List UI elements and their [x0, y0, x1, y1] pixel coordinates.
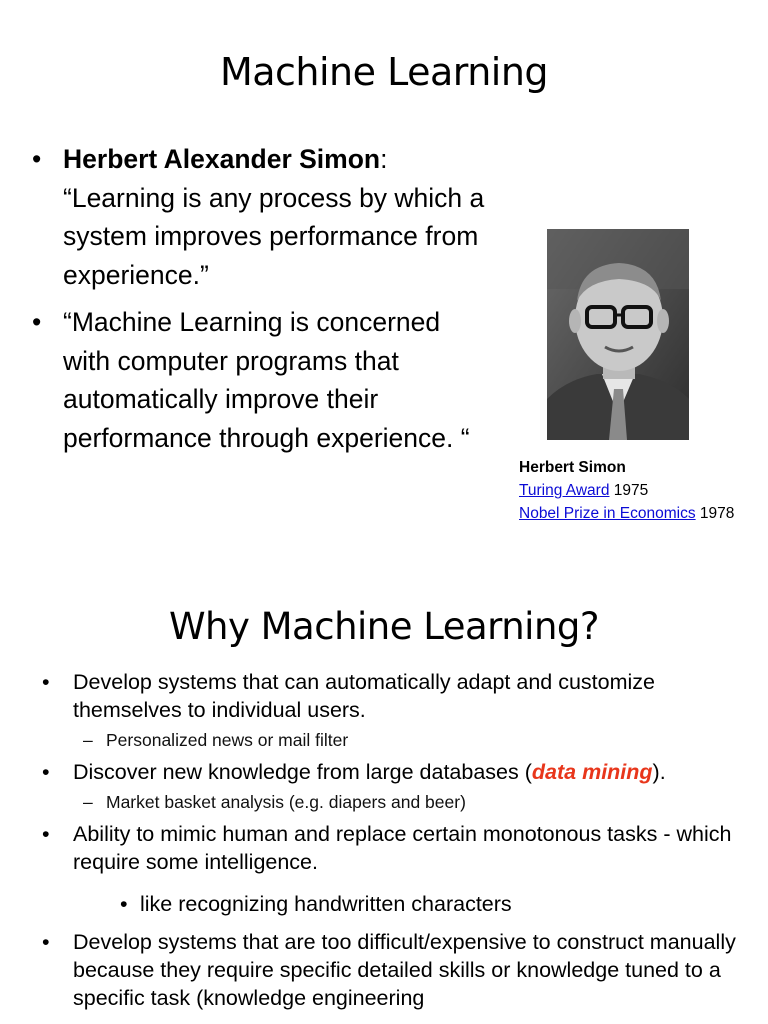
list-item — [42, 668, 742, 724]
sub-list-item — [42, 728, 742, 752]
list-item — [42, 758, 742, 786]
sub-list-item — [42, 790, 742, 814]
colon: : — [380, 144, 388, 174]
bullet-icon: • — [42, 670, 50, 694]
item-text: Market basket analysis (e.g. diapers and beer) — [106, 792, 466, 812]
item-text: Develop systems that are too difficult/expensive to construct manually because they require specific detailed skills or knowledge tuned to a specific task (knowledge engineering — [73, 930, 736, 1010]
caption-line — [519, 479, 734, 502]
item-text: Ability to mimic human and replace certain monotonous tasks - which require some intelligence. — [73, 822, 732, 874]
bullet-icon: • — [42, 822, 50, 846]
list-item — [42, 928, 742, 1012]
slide-title: Machine Learning — [219, 50, 549, 94]
award-year: 1975 — [609, 482, 649, 499]
bullet-icon: • — [120, 892, 128, 916]
item-text: Develop systems that can automatically adapt and customize themselves to individual users. — [73, 670, 655, 722]
bullet-list — [42, 668, 742, 1016]
slide-why-machine-learning — [0, 560, 768, 1024]
caption-name: Herbert Simon — [519, 459, 626, 476]
bullet-icon: • — [42, 760, 50, 784]
quote-text: “Machine Learning is concerned with computer programs that automatically improve their performance through experience. “ — [63, 307, 470, 453]
bullet-icon: • — [42, 930, 50, 954]
bullet-icon: • — [32, 307, 42, 337]
list-item — [32, 140, 492, 294]
dash-icon: – — [83, 792, 93, 812]
item-text: Discover new knowledge from large databases ( — [73, 760, 532, 784]
item-text: like recognizing handwritten characters — [140, 892, 512, 916]
list-item — [32, 303, 492, 457]
nobel-prize-link[interactable]: Nobel Prize in Economics — [519, 505, 696, 522]
item-text: Personalized news or mail filter — [106, 730, 349, 750]
award-year: 1978 — [695, 505, 735, 522]
turing-award-link[interactable]: Turing Award — [519, 482, 610, 499]
list-item — [42, 820, 742, 876]
sub-list-item — [42, 890, 742, 918]
portrait-illustration — [547, 229, 689, 440]
photo-caption — [519, 456, 734, 525]
bullet-icon: • — [32, 144, 42, 174]
caption-line — [519, 502, 734, 525]
portrait-photo — [547, 229, 689, 440]
highlight-text: data mining — [531, 760, 653, 784]
bullet-list — [32, 140, 492, 466]
quote-author: Herbert Alexander Simon — [63, 144, 381, 174]
item-text: ). — [652, 760, 666, 784]
dash-icon: – — [83, 730, 93, 750]
quote-text: “Learning is any process by which a system improves performance from experience.” — [63, 182, 485, 290]
slide-title: Why Machine Learning? — [168, 605, 600, 648]
